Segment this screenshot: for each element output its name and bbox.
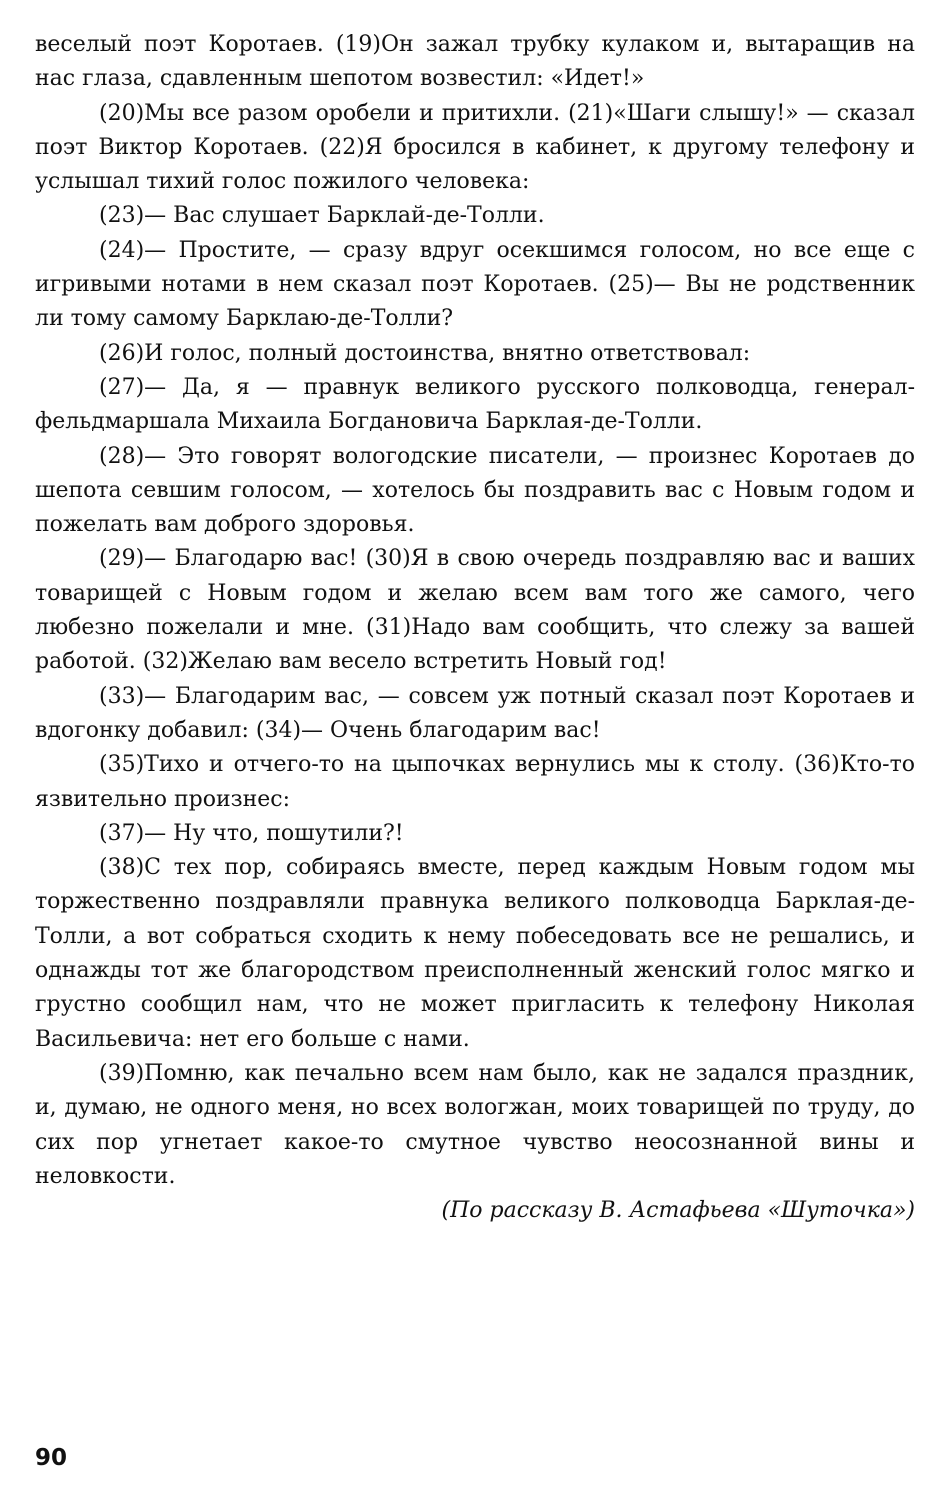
paragraph-23: (23)— Вас слушает Барклай-де-Толли. (99, 203, 545, 229)
story-text (35, 28, 915, 1228)
paragraph-29-32: (29)— Благодарю вас! (30)Я в свою очередь поздравляю вас и ваших товарищей с Новым годом и желаю всем вам того же самого, чего любезно пожелали и мне. (31)Надо вам сообщить, что слежу за вашей работой. (32)Желаю вам весело встретить Новый год! (35, 546, 915, 675)
paragraph-20-22: (20)Мы все разом оробели и притихли. (21)«Шаги слышу!» — сказал поэт Виктор Коротаев. (22)Я бросился в кабинет, к другому телефону и услышал тихий голос пожилого человека: (35, 100, 915, 195)
paragraph-26: (26)И голос, полный достоинства, внятно ответствовал: (99, 340, 751, 366)
paragraph-35-36: (35)Тихо и отчего-то на цыпочках вернулись мы к столу. (36)Кто-то язвительно произнес: (35, 752, 915, 812)
paragraph-38: (38)С тех пор, собираясь вместе, перед каждым Новым годом мы торжественно поздравляли правнука великого полководца Барклая-де-Толли, а вот собраться сходить к нему побеседовать все не решались, и однажды тот же благородством преисполненный женский голос мягко и грустно сообщил нам, что не может пригласить к телефону Николая Васильевича: нет его больше с нами. (35, 855, 915, 1052)
source-attribution: (По рассказу В. Астафьева «Шуточка») (441, 1198, 915, 1224)
paragraph-27: (27)— Да, я — правнук великого русского полководца, генерал-фельдмаршала Михаила Богдановича Барклая-де-Толли. (35, 374, 915, 435)
paragraph-33-34: (33)— Благодарим вас, — совсем уж потный сказал поэт Коротаев и вдогонку добавил: (34)— Очень благодарим вас! (35, 683, 915, 743)
paragraph-37: (37)— Ну что, пошутили?! (99, 820, 404, 846)
page-number: 90 (35, 1445, 68, 1471)
paragraph-24-25: (24)— Простите, — сразу вдруг осекшимся голосом, но все еще с игривыми нотами в нем сказал поэт Коротаев. (25)— Вы не родственник ли тому самому Барклаю-де-Толли? (35, 237, 915, 332)
paragraph-18-19: веселый поэт Коротаев. (19)Он зажал трубку кулаком и, вытаращив на нас глаза, сдавленным шепотом возвестил: «Идет!» (35, 32, 915, 92)
paragraph-39: (39)Помню, как печально всем нам было, как не задался праздник, и, думаю, не одного меня, но всех вологжан, моих товарищей по труду, до сих пор угнетает какое-то смутное чувство неосознанной вины и неловкости. (35, 1060, 915, 1189)
paragraph-28: (28)— Это говорят вологодские писатели, — произнес Коротаев до шепота севшим голосом, — хотелось бы поздравить вас с Новым годом и пожелать вам доброго здоровья. (35, 443, 915, 538)
